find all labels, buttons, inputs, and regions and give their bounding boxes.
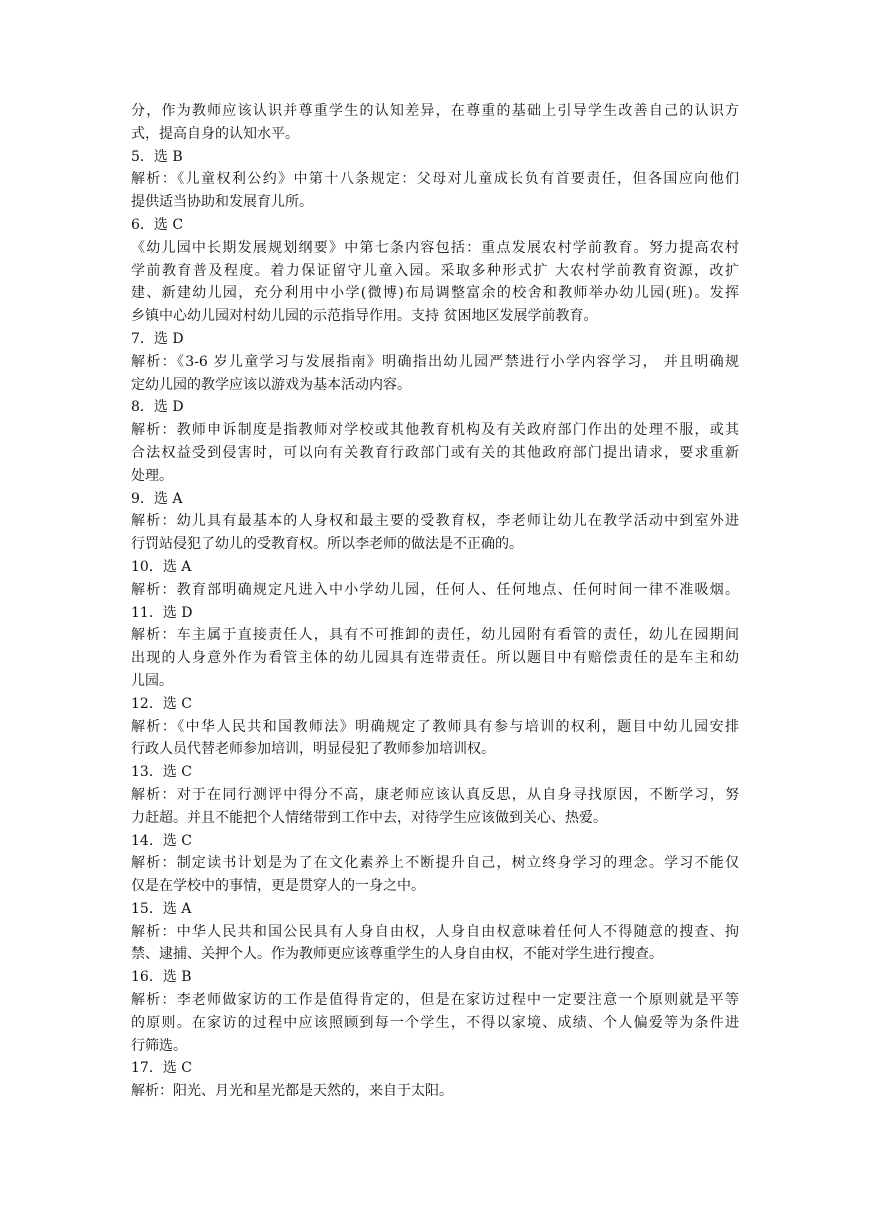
answer-line-11: 11．选 D [131, 604, 193, 621]
explanation-line-16b: 的原则。在家访的过程中应该照顾到每一个学生，不得以家境、成绩、个人偏爱等为条件进 [131, 1014, 739, 1031]
answer-line-7: 7．选 D [131, 330, 184, 347]
explanation-line-13a: 解析：对于在同行测评中得分不高，康老师应该认真反思，从自身寻找原因，不断学习，努 [131, 786, 739, 803]
explanation-line-11b: 出现的人身意外作为看管主体的幼儿园具有连带责任。所以题目中有赔偿责任的是车主和幼 [131, 650, 739, 667]
explanation-line-6c: 建、新建幼儿园，充分利用中小学(微博)布局调整富余的校舍和教师举办幼儿园(班)。发挥 [131, 285, 739, 302]
explanation-line-9b: 行罚站侵犯了幼儿的受教育权。所以李老师的做法是不正确的。 [131, 536, 523, 553]
explanation-line-8c: 处理。 [131, 467, 173, 484]
explanation-line-10a: 解析：教育部明确规定凡进入中小学幼儿园，任何人、任何地点、任何时间一律不准吸烟。 [131, 581, 739, 598]
explanation-line-7b: 定幼儿园的教学应该以游戏为基本活动内容。 [131, 376, 411, 393]
answer-line-12: 12．选 C [131, 695, 192, 712]
document-page [131, 100, 739, 1103]
explanation-line-8b: 合法权益受到侵害时，可以向有关教育行政部门或有关的其他政府部门提出请求，要求重新 [131, 444, 739, 461]
explanation-line-15b: 禁、逮捕、关押个人。作为教师更应该尊重学生的人身自由权，不能对学生进行搜查。 [131, 946, 663, 963]
explanation-line-16c: 行筛选。 [131, 1037, 187, 1054]
answer-line-17: 17．选 C [131, 1060, 192, 1077]
explanation-line-7a: 解析：《3-6 岁儿童学习与发展指南》明确指出幼儿园严禁进行小学内容学习， 并且明确规 [131, 353, 739, 370]
text-line-2: 式，提高自身的认知水平。 [131, 125, 299, 142]
answer-line-8: 8．选 D [131, 399, 184, 416]
answer-line-5: 5．选 B [131, 148, 183, 165]
explanation-line-6d: 乡镇中心幼儿园对村幼儿园的示范指导作用。支持 贫困地区发展学前教育。 [131, 308, 598, 325]
answer-line-16: 16．选 B [131, 969, 192, 986]
explanation-line-16a: 解析：李老师做家访的工作是值得肯定的，但是在家访过程中一定要注意一个原则就是平等 [131, 992, 739, 1009]
explanation-line-6b: 学前教育普及程度。着力保证留守儿童入园。采取多种形式扩 大农村学前教育资源，改扩 [131, 262, 739, 279]
explanation-line-14b: 仅是在学校中的事情，更是贯穿人的一身之中。 [131, 878, 425, 895]
explanation-line-15a: 解析：中华人民共和国公民具有人身自由权，人身自由权意味着任何人不得随意的搜查、拘 [131, 923, 739, 940]
explanation-line-12a: 解析：《中华人民共和国教师法》明确规定了教师具有参与培训的权利，题目中幼儿园安排 [131, 718, 739, 735]
explanation-line-8a: 解析：教师申诉制度是指教师对学校或其他教育机构及有关政府部门作出的处理不服，或其 [131, 422, 739, 439]
explanation-line-13b: 力赶超。并且不能把个人情绪带到工作中去，对待学生应该做到关心、热爱。 [131, 809, 607, 826]
explanation-line-14a: 解析：制定读书计划是为了在文化素养上不断提升自己，树立终身学习的理念。学习不能仅 [131, 855, 739, 872]
explanation-line-5b: 提供适当协助和发展育儿所。 [131, 194, 313, 211]
answer-line-13: 13．选 C [131, 764, 192, 781]
explanation-line-6a: 《幼儿园中长期发展规划纲要》中第七条内容包括：重点发展农村学前教育。努力提高农村 [131, 239, 739, 256]
explanation-line-12b: 行政人员代替老师参加培训，明显侵犯了教师参加培训权。 [131, 741, 495, 758]
answer-line-10: 10．选 A [131, 558, 192, 575]
text-line-1: 分，作为教师应该认识并尊重学生的认知差异，在尊重的基础上引导学生改善自己的认识方 [131, 103, 739, 119]
explanation-line-5a: 解析：《儿童权利公约》中第十八条规定：父母对儿童成长负有首要责任，但各国应向他们 [131, 171, 739, 188]
explanation-line-11c: 儿园。 [131, 672, 173, 689]
explanation-line-11a: 解析：车主属于直接责任人，具有不可推卸的责任，幼儿园附有看管的责任，幼儿在园期间 [131, 627, 739, 644]
explanation-line-9a: 解析：幼儿具有最基本的人身权和最主要的受教育权，李老师让幼儿在教学活动中到室外进 [131, 513, 739, 530]
explanation-line-17a: 解析：阳光、月光和星光都是天然的，来自于太阳。 [131, 1083, 453, 1100]
answer-line-14: 14．选 C [131, 832, 192, 849]
answer-line-9: 9．选 A [131, 490, 183, 507]
answer-line-15: 15．选 A [131, 900, 192, 917]
answer-line-6: 6．选 C [131, 216, 184, 233]
